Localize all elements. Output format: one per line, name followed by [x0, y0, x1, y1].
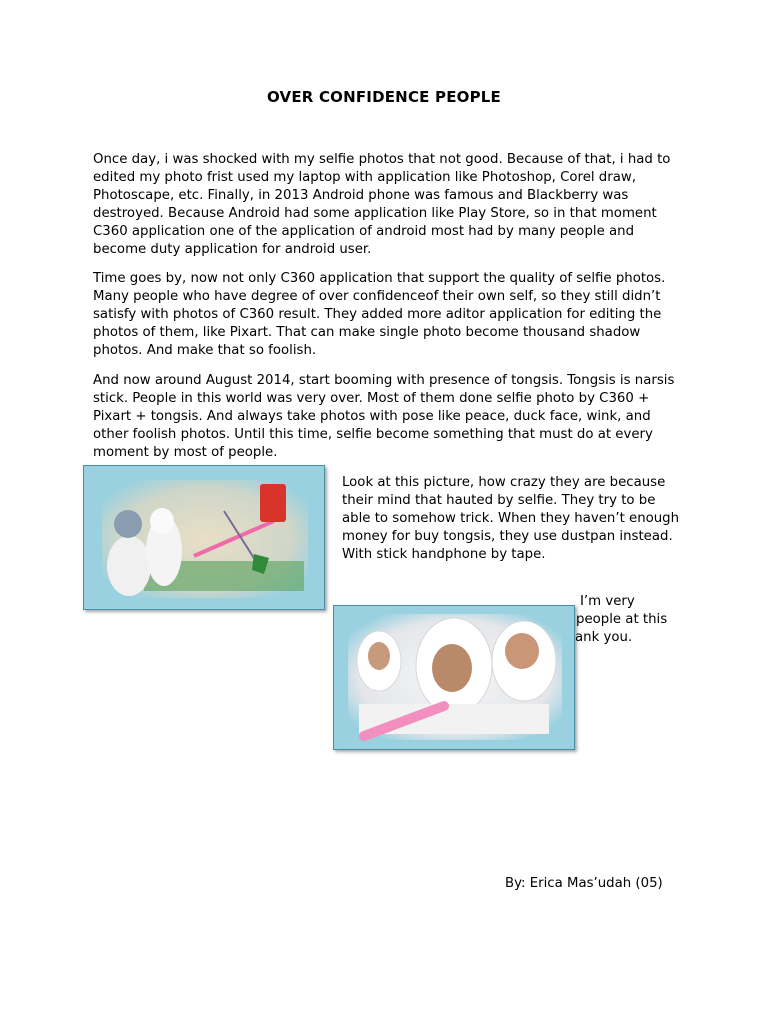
author-byline: By: Erica Mas’udah (05): [505, 876, 663, 891]
paragraph-1: Once day, i was shocked with my selfie photos that not good. Because of that, i had to edited my photo frist used my laptop with application like Photoshop, Corel draw, Photoscape, etc. Finally, in 2013 Android phone was famous and Blackberry was destroyed. Because Android had some application like Play Store, so in that moment C360 application one of the application of android most had by many people and become duty application for android user.: [93, 152, 671, 257]
photo-dustpan-selfie: [83, 465, 325, 610]
text-fragment-1: I’m very: [580, 594, 635, 609]
document-title: OVER CONFIDENCE PEOPLE: [266, 88, 502, 106]
photo-group-selfie: [333, 605, 575, 750]
paragraph-3: And now around August 2014, start booming with presence of tongsis. Tongsis is narsis stick. People in this world was very over. Most of them done selfie photo by C360 + Pixart + tongsis. And always take photos with pose like peace, duck face, wink, and other foolish photos. Until this time, selfie become something that must do at every moment by most of people.: [93, 373, 675, 460]
text-fragment-2: people at this: [576, 612, 668, 627]
paragraph-2: Time goes by, now not only C360 application that support the quality of selfie photos. Many people who have degree of over confidenceof their own self, so they still didn’t satisfy with photos of C360 result. They added more aditor application for editing the photos of them, like Pixart. That can make single photo become thousand shadow photos. And make that so foolish.: [93, 271, 666, 358]
paragraph-4: Look at this picture, how crazy they are because their mind that hauted by selfie. They try to be able to somehow trick. When they haven’t enough money for buy tongsis, they use dustpan instead. With stick handphone by tape.: [342, 475, 680, 562]
text-fragment-3: ank you.: [575, 630, 633, 645]
